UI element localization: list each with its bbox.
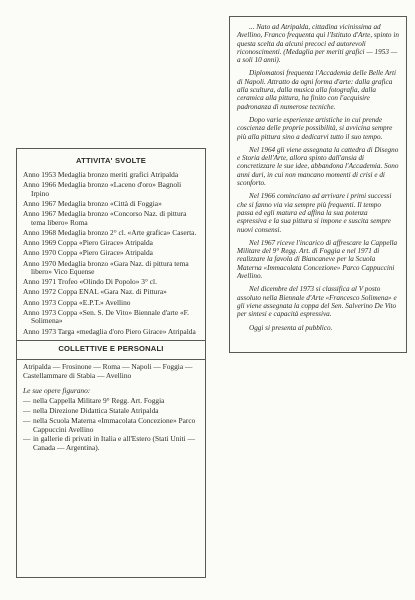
- dash-bullet: —: [23, 434, 31, 444]
- bio-paragraph-8: Oggi si presenta al pubblico.: [249, 323, 333, 332]
- dash-bullet: —: [23, 406, 31, 416]
- work-item-text: nella Direzione Didattica Statale Atripalda: [33, 406, 159, 416]
- bio-paragraph-3: Dopo varie esperienze artistiche in cui prende coscienza delle proprie possibilità, si avvicina sempre più alla pittura sino a dedicarvi tutto il suo tempo.: [237, 115, 393, 141]
- section-divider: [17, 359, 205, 360]
- activity-entry: Anno 1973 Targa «medaglia d'oro Piero Girace» Atripalda: [23, 326, 196, 336]
- work-item: [23, 435, 199, 452]
- work-item: [23, 407, 199, 416]
- activity-entry: Anno 1970 Coppa «Piero Girace» Atripalda: [23, 248, 153, 258]
- activity-entry: Anno 1973 Coppa «Sen. S. De Vito» Biennale d'arte «F. Solimena»: [23, 307, 190, 326]
- activity-entry: Anno 1967 Medaglia bronzo «Città di Foggia»: [23, 198, 162, 208]
- bio-paragraph-5: Nel 1966 cominciano ad arrivare i primi successi che si fanno via via sempre più frequenti. Il tempo passa ed egli matura ed affina la sua potenza espressiva e la sua pittura si impone e suscita sempre nuovi consensi.: [237, 192, 392, 234]
- activity-entry: Anno 1966 Medaglia bronzo «Laceno d'oro» Bagnoli Irpino: [23, 180, 182, 198]
- activity-entry: Anno 1969 Coppa «Piero Girace» Atripalda: [23, 238, 153, 248]
- activity-entry: Anno 1971 Trofeo «Olindo Di Popolo» 3° cl.: [23, 277, 157, 287]
- activity-entry: Anno 1970 Medaglia bronzo «Gara Naz. di pittura tema libero» Vico Equense: [23, 258, 189, 277]
- work-item: [23, 397, 199, 406]
- works-intro: Le sue opere figurano:: [23, 386, 91, 396]
- work-item-text: nella Cappella Militare 9° Regg. Art. Foggia: [33, 396, 165, 406]
- bio-paragraph-6: Nel 1967 riceve l'incarico di affrescare la Cappella Militare del 9° Regg. Art. di Foggia e nel 1971 di realizzare la favola di Biancaneve per la Scuola Materna «Immacolata Concezione» Parco Cappuccini Avellino.: [237, 238, 398, 281]
- activities-title: ATTIVITA' SVOLTE: [76, 156, 146, 165]
- dash-bullet: —: [23, 396, 31, 406]
- section-divider: [17, 340, 205, 341]
- bio-paragraph-7: Nel dicembre del 1973 si classifica al V posto assoluto nella Biennale d'Arte «Francesco Solimena» e gli viene assegnata la coppa del Sen. Salverino De Vito per sintesi e capacità espressiva.: [237, 285, 397, 319]
- activity-entry: Anno 1973 Coppa «E.P.T.» Avellino: [23, 297, 131, 307]
- dash-bullet: —: [23, 415, 31, 425]
- exhibition-places: Atripalda — Frosinone — Roma — Napoli — Foggia — Castellammare di Stabia — Avellino: [23, 362, 193, 380]
- bio-paragraph-4: Nel 1964 gli viene assegnata la cattedra di Disegno e Storia dell'Arte, allora spinto dall'ansia di concretizzare le sue idee, abbandona l'Accademia. Sono anni duri, in cui non mancano momenti di crisi e di sconforto.: [237, 145, 399, 188]
- activities-list: [23, 171, 199, 336]
- work-item-text: nella Scuola Materna «Immacolata Concezione» Parco Cappuccini Avellino: [33, 415, 196, 434]
- collective-title: COLLETTIVE E PERSONALI: [58, 344, 164, 354]
- activity-entry: Anno 1968 Medaglia bronzo 2° cl. «Arte grafica» Caserta.: [23, 227, 197, 237]
- bio-paragraph-2: Diplomatosi frequenta l'Accademia delle Belle Arti di Napoli. Attratto da ogni forma d'arte: dalla grafica alla scultura, dalla musica alla fotografia, dalla ceramica alla pittura, ha finito con l'acquisire padronanza di numerose tecniche.: [237, 69, 397, 111]
- biography-box: [229, 16, 407, 353]
- activity-entry: Anno 1953 Medaglia bronzo meriti grafici Atripalda: [23, 170, 179, 179]
- activity-entry: Anno 1972 Coppa ENAL «Gara Naz. di Pittura»: [23, 287, 167, 297]
- work-item: [23, 417, 199, 434]
- activity-entry: Anno 1967 Medaglia bronzo «Concorso Naz. di pittura tema libero» Roma: [23, 209, 187, 227]
- activities-box: [16, 148, 206, 578]
- bio-paragraph-1: ... Nato ad Atripalda, cittadina vicinissima ad Avellino, Franco frequenta qui l'Istituto d'Arte, spinto in questa scelta da alcuni precoci ed autorevoli riconoscimenti. (Medaglia per meriti grafici — 1953 — a soli 10 anni).: [237, 23, 399, 65]
- work-item-text: in gallerie di privati in Italia e all'Estero (Stati Uniti — Canada — Argentina).: [33, 434, 195, 452]
- works-list: [23, 397, 199, 452]
